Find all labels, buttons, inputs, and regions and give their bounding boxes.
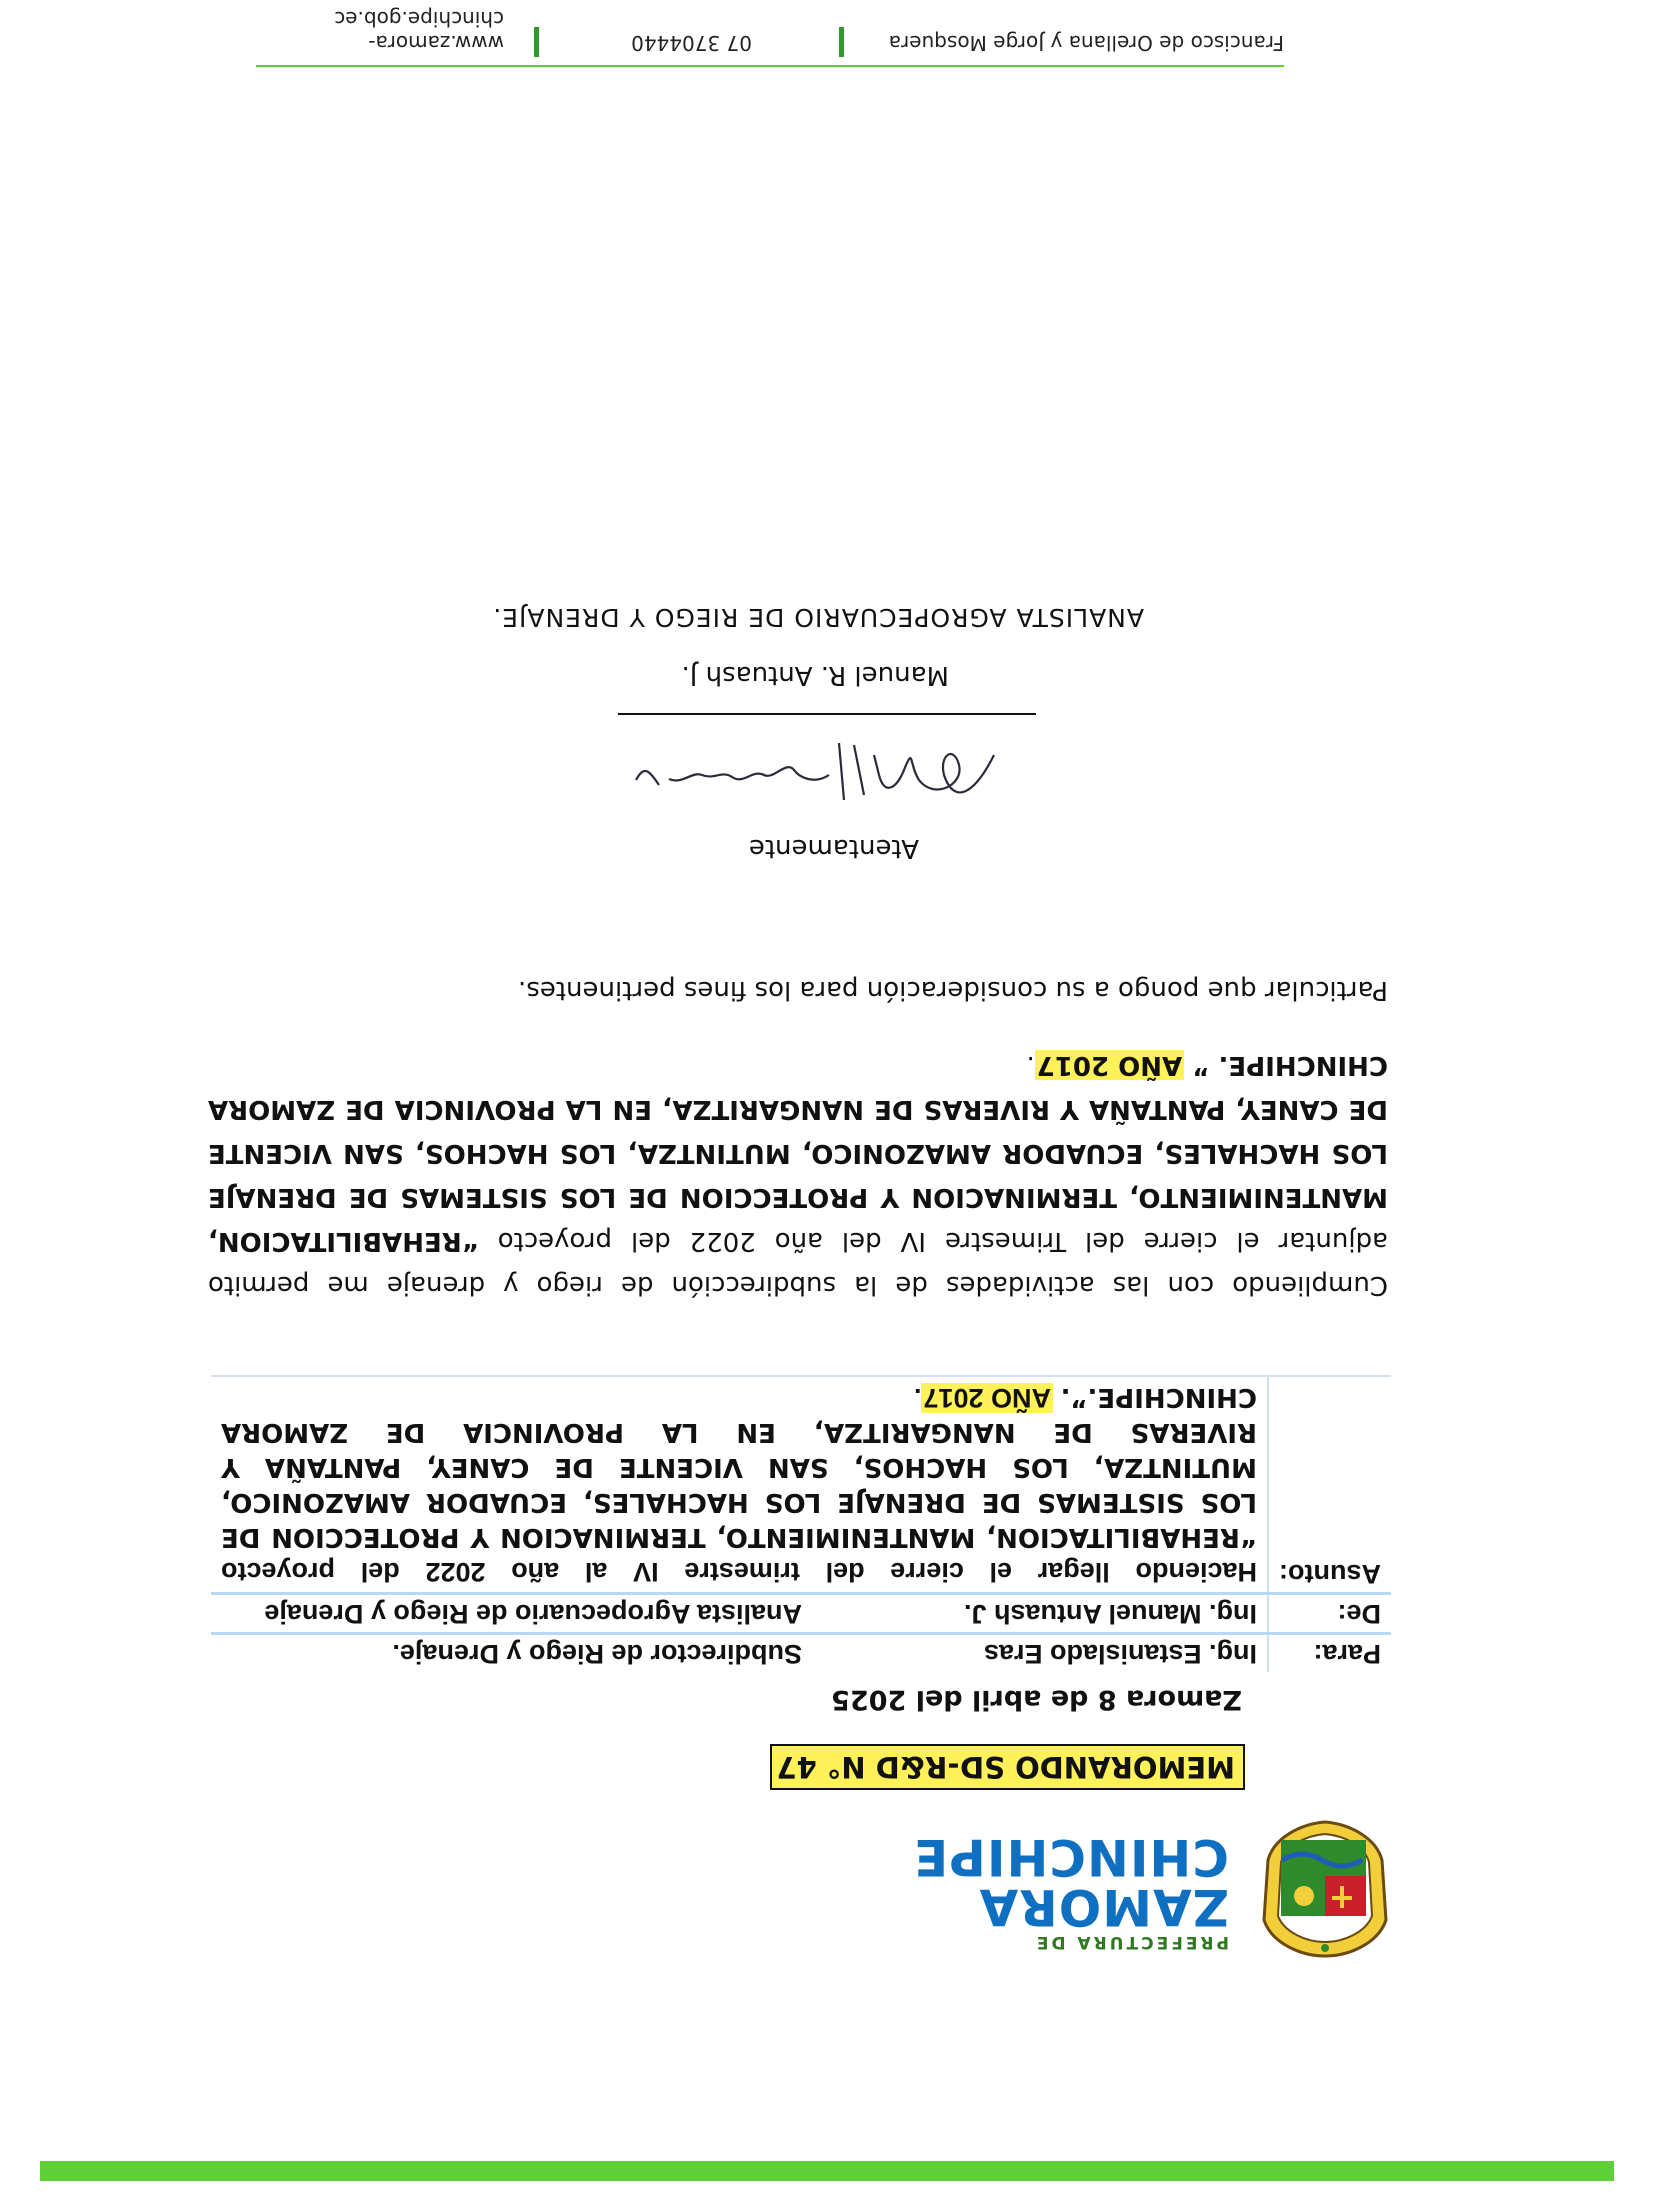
logo-line-zamora: ZAMORA xyxy=(978,1878,1229,1936)
para-name: Ing. Estanislado Eras xyxy=(812,1634,1268,1673)
row-asunto xyxy=(211,1376,1391,1594)
de-name: Ing. Manuel Antuash J. xyxy=(812,1594,1268,1634)
row-para xyxy=(211,1634,1391,1673)
header-green-bar xyxy=(40,2161,1614,2181)
memo-body xyxy=(208,1043,1388,1307)
footer-rule xyxy=(256,65,1284,67)
logo-small-text: PREFECTURA DE xyxy=(1033,1932,1229,1952)
row-de xyxy=(211,1594,1391,1634)
signature-line xyxy=(618,713,1036,715)
memo-date: Zamora 8 de abril del 2025 xyxy=(831,1684,1242,1715)
asunto-year-highlight: AÑO 2017 xyxy=(923,1383,1052,1413)
logo-line-chinchipe: CHINCHIPE xyxy=(913,1828,1229,1886)
de-label: De: xyxy=(1268,1594,1391,1634)
prefectura-logo xyxy=(592,1810,1392,1960)
page-footer xyxy=(256,7,1284,67)
asunto-text xyxy=(211,1376,1268,1594)
memo-header-table xyxy=(211,1375,1391,1672)
footer-separator-1 xyxy=(839,27,844,57)
body-lead: Cumpliendo con las actividades de la subdirección de riego y drenaje me permito adjuntar el cierre del Trimestre IV del año 2022 del proyecto xyxy=(208,1226,1388,1300)
asunto-end: . xyxy=(913,1383,922,1413)
closing-sentence: Particular que pongo a su consideración para los fines pertinentes. xyxy=(518,975,1388,1005)
footer-website: www.zamora-chinchipe.gob.ec xyxy=(334,7,504,55)
footer-address: Francisco de Orellana y Jorge Mosquera xyxy=(888,31,1284,55)
signer-role: ANALISTA AGROPECUARIO DE RIEGO Y DRENAJE. xyxy=(492,603,1144,632)
coat-of-arms-icon xyxy=(1257,1820,1392,1960)
signer-name: Manuel R. Antuash J. xyxy=(681,660,949,690)
logo-wordmark xyxy=(913,1828,1229,1952)
asunto-project: “REHABILITACION, MANTENIMIENTO, TERMINACION Y PROTECCION DE LOS SISTEMAS DE DRENAJE LOS HACHALES, ECUADOR AMAZONICO, MUTINTZA, LOS HACHOS, SAN VICENTE DE CANEY, PANTAÑA Y RIVERAS DE NANGARITZA, EN LA PROVINCIA DE ZAMORA CHINCHIPE.”. xyxy=(221,1382,1258,1552)
signoff: Atentamente xyxy=(748,833,919,863)
memo-number: MEMORANDO SD-R&D N° 47 xyxy=(770,1744,1245,1790)
body-project: “REHABILITACION, MANTENIMIENTO, TERMINACION Y PROTECCION DE LOS SISTEMAS DE DRENAJE LOS HACHALES, ECUADOR AMAZONICO, MUTINTZA, LOS HACHOS, SAN VICENTE DE CANEY, PANTAÑA Y RIVERAS DE NANGARITZA, EN LA PROVINCIA DE ZAMORA CHINCHIPE. ” xyxy=(207,1050,1388,1256)
para-role: Subdirector de Riego y Drenaje. xyxy=(211,1634,812,1673)
body-end: . xyxy=(1026,1050,1035,1080)
para-label: Para: xyxy=(1268,1634,1391,1673)
handwritten-signature xyxy=(624,735,1014,815)
asunto-lead: Haciendo llegar el cierre del trimestre IV al año 2022 del proyecto xyxy=(221,1557,1258,1587)
body-year-highlight: AÑO 2017 xyxy=(1036,1050,1183,1080)
footer-phone: 07 3704440 xyxy=(631,31,752,55)
footer-separator-2 xyxy=(534,27,539,57)
asunto-label: Asunto: xyxy=(1268,1376,1391,1594)
de-role: Analista Agropecuario de Riego y Drenaje xyxy=(211,1594,812,1634)
